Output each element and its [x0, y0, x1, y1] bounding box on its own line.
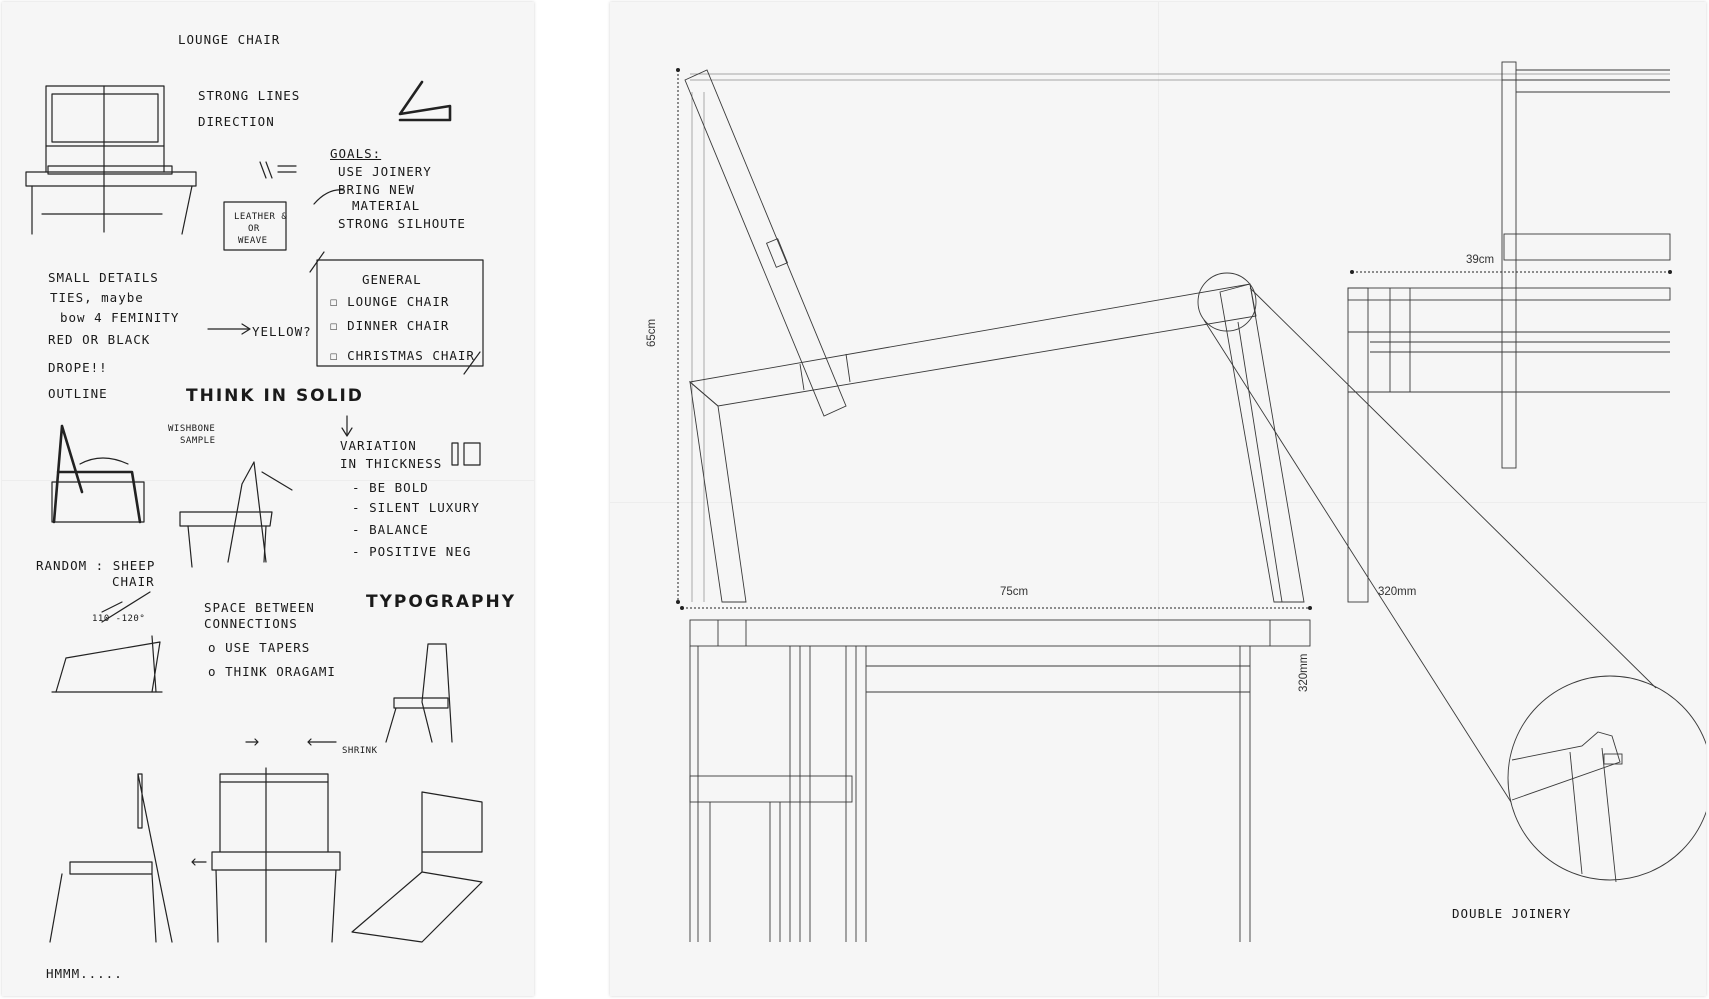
general-option: ☐ LOUNGE CHAIR	[330, 294, 450, 309]
goal-item: MATERIAL	[352, 198, 421, 213]
goals-title: GOALS:	[330, 146, 382, 161]
detail-label: DOUBLE JOINERY	[1452, 906, 1572, 921]
note-angle: 110 -120°	[92, 614, 146, 624]
note-direction: DIRECTION	[198, 114, 275, 129]
note-drope: DROPE!!	[48, 360, 108, 375]
note-in-thickness: IN THICKNESS	[340, 456, 443, 471]
note-think-oragami: o THINK ORAGAMI	[208, 664, 336, 679]
principle-item: - SILENT LUXURY	[352, 500, 480, 515]
chair-technical-drawing	[610, 2, 1706, 996]
principle-item: - BALANCE	[352, 522, 429, 537]
note-ties: TIES, maybe	[50, 290, 144, 305]
technical-drawing-sheet	[610, 2, 1706, 996]
note-space-between: SPACE BETWEEN	[204, 600, 315, 615]
goal-item: BRING NEW	[338, 182, 415, 197]
note-red-black: RED OR BLACK	[48, 332, 151, 347]
concept-sketches	[2, 2, 534, 996]
general-option: ☐ CHRISTMAS CHAIR	[330, 348, 475, 363]
note-bow: bow 4 FEMINITY	[60, 310, 180, 325]
general-title: GENERAL	[362, 272, 422, 287]
heading-think-in-solid: THINK IN SOLID	[186, 386, 364, 406]
dimension-width: 75cm	[1000, 586, 1029, 598]
heading-typography: TYPOGRAPHY	[366, 592, 517, 612]
dimension-height: 65cm	[646, 318, 658, 347]
note-or: OR	[248, 224, 260, 234]
sketch-title: LOUNGE CHAIR	[178, 32, 281, 47]
note-weave: WEAVE	[238, 236, 268, 246]
dimension-seat-height: 320mm	[1378, 586, 1417, 598]
note-leather: LEATHER &	[234, 212, 288, 222]
note-connections: CONNECTIONS	[204, 616, 298, 631]
note-outline: OUTLINE	[48, 386, 108, 401]
dimension-depth: 39cm	[1466, 254, 1495, 266]
note-use-tapers: o USE TAPERS	[208, 640, 311, 655]
note-small-details: SMALL DETAILS	[48, 270, 159, 285]
note-sample: SAMPLE	[180, 436, 216, 446]
sketch-sheet	[2, 2, 534, 996]
note-random: RANDOM : SHEEP	[36, 558, 156, 573]
goal-item: USE JOINERY	[338, 164, 432, 179]
general-option: ☐ DINNER CHAIR	[330, 318, 450, 333]
note-chair: CHAIR	[112, 574, 155, 589]
principle-item: - POSITIVE NEG	[352, 544, 472, 559]
dimension-seat-height-plan: 320mm	[1298, 653, 1310, 692]
note-variation: VARIATION	[340, 438, 417, 453]
note-shrink: SHRINK	[342, 746, 378, 756]
note-strong-lines: STRONG LINES	[198, 88, 301, 103]
principle-item: - BE BOLD	[352, 480, 429, 495]
note-yellow: YELLOW?	[252, 324, 312, 339]
note-wishbone: WISHBONE	[168, 424, 216, 434]
goal-item: STRONG SILHOUTE	[338, 216, 466, 231]
note-hmmm: HMMM.....	[46, 966, 123, 981]
